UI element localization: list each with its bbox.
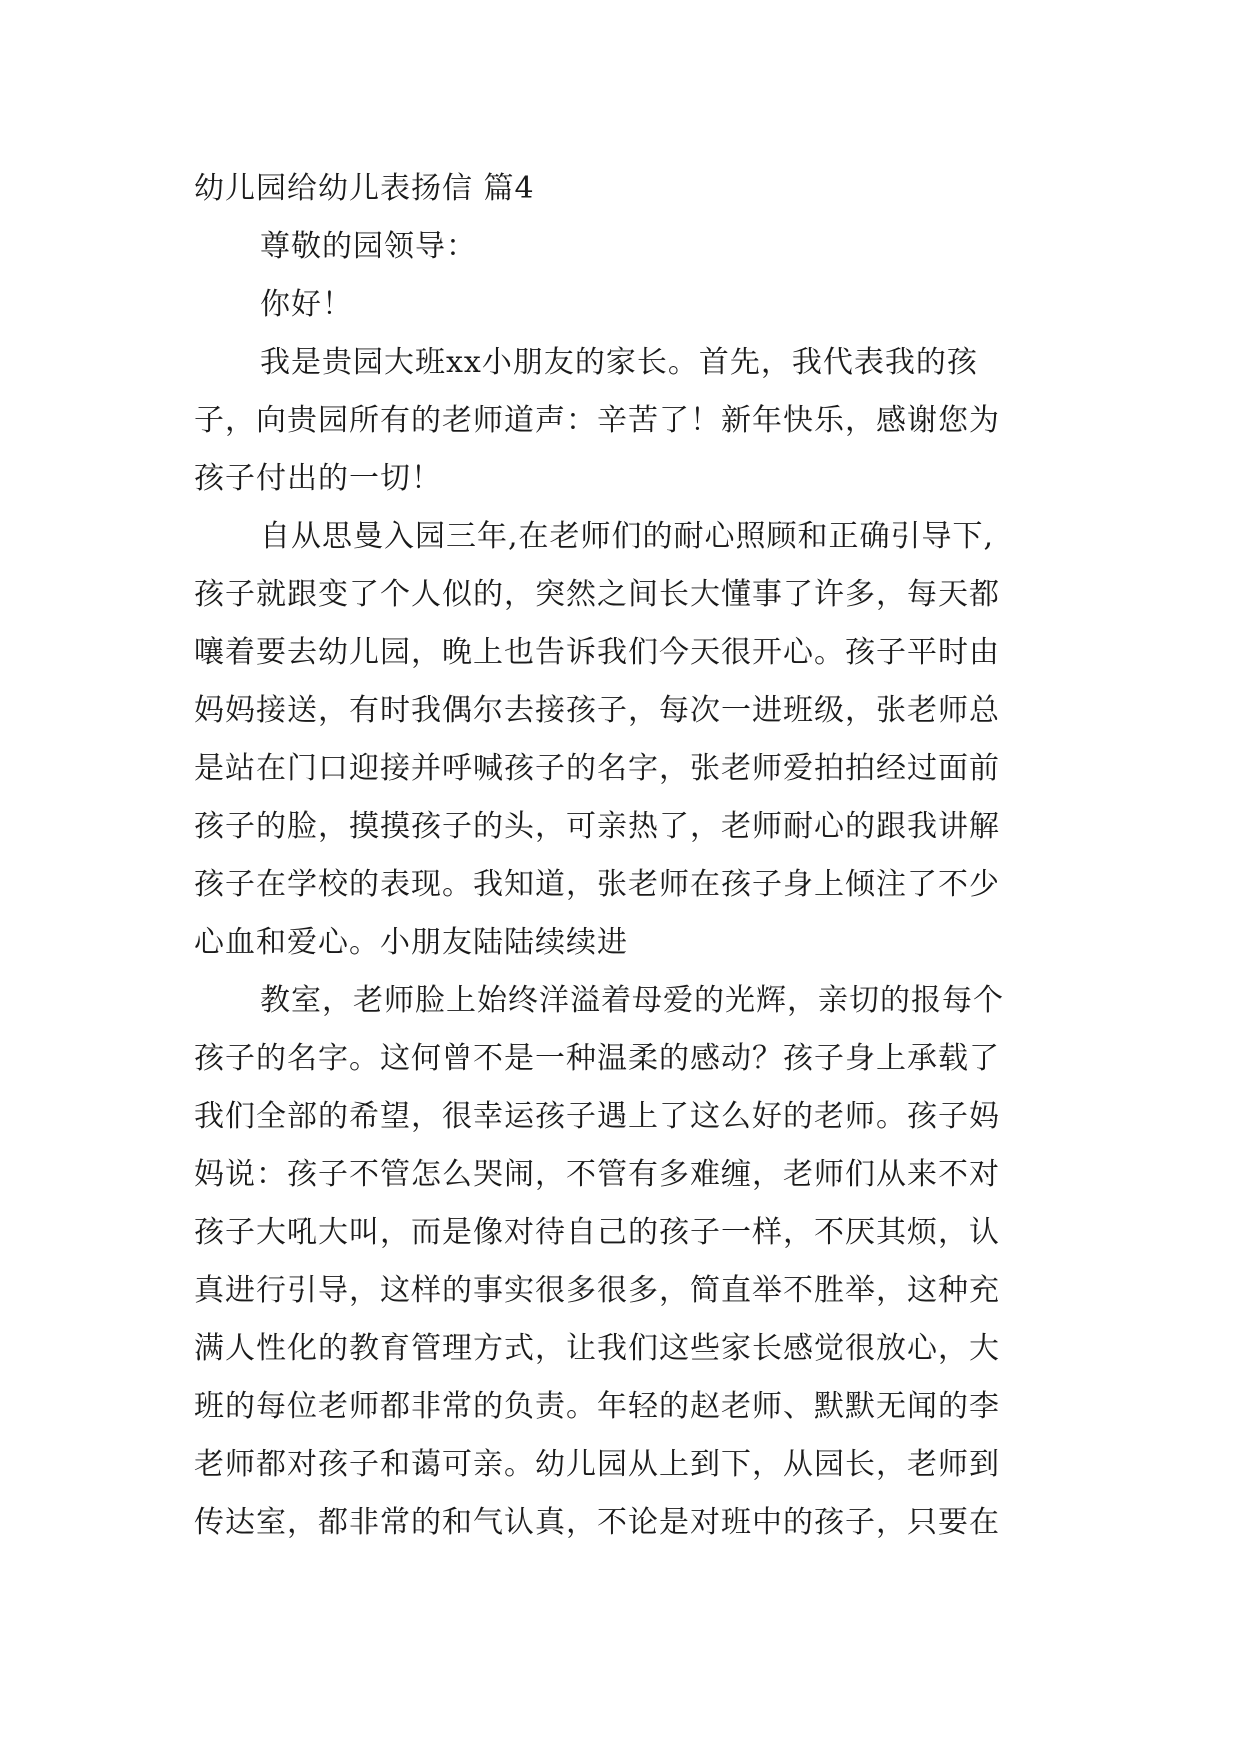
paragraph-3-line: 班的每位老师都非常的负责。年轻的赵老师、默默无闻的李 [194,1389,1000,1424]
paragraph-3-line: 我们全部的希望，很幸运孩子遇上了这么好的老师。孩子妈 [194,1099,1000,1134]
paragraph-3-line: 满人性化的教育管理方式，让我们这些家长感觉很放心，大 [194,1331,1000,1366]
letter-greeting: 你好！ [260,287,353,322]
paragraph-3-line: 孩子的名字。这何曾不是一种温柔的感动？孩子身上承载了 [194,1041,1000,1076]
letter-title: 幼儿园给幼儿表扬信 篇4 [194,171,535,206]
paragraph-3-line: 传达室，都非常的和气认真，不论是对班中的孩子，只要在 [194,1505,1000,1540]
paragraph-2-line: 孩子就跟变了个人似的，突然之间长大懂事了许多，每天都 [194,577,1000,612]
paragraph-3-line: 老师都对孩子和蔼可亲。幼儿园从上到下，从园长，老师到 [194,1447,1000,1482]
paragraph-1-line: 我是贵园大班xx小朋友的家长。首先，我代表我的孩 [260,345,978,380]
letter-body [194,160,1054,1552]
paragraph-3-line: 真进行引导，这样的事实很多很多，简直举不胜举，这种充 [194,1273,1000,1308]
paragraph-2-line: 心血和爱心。小朋友陆陆续续进 [194,925,628,960]
paragraph-2-line: 孩子的脸，摸摸孩子的头，可亲热了，老师耐心的跟我讲解 [194,809,1000,844]
paragraph-2-line: 妈妈接送，有时我偶尔去接孩子，每次一进班级，张老师总 [194,693,1000,728]
paragraph-3-line: 妈说：孩子不管怎么哭闹，不管有多难缠，老师们从来不对 [194,1157,1000,1192]
paragraph-1-line: 子，向贵园所有的老师道声：辛苦了！新年快乐，感谢您为 [194,403,1000,438]
paragraph-1-line: 孩子付出的一切！ [194,461,442,496]
paragraph-2-line: 孩子在学校的表现。我知道，张老师在孩子身上倾注了不少 [194,867,1000,902]
paragraph-2-line: 是站在门口迎接并呼喊孩子的名字，张老师爱拍拍经过面前 [194,751,1000,786]
paragraph-2-line: 自从思曼入园三年,在老师们的耐心照顾和正确引导下, [260,519,995,554]
paragraph-2-line: 嚷着要去幼儿园，晚上也告诉我们今天很开心。孩子平时由 [194,635,1000,670]
paragraph-3-line: 教室，老师脸上始终洋溢着母爱的光辉，亲切的报每个 [260,983,1004,1018]
letter-salutation: 尊敬的园领导： [260,229,477,264]
paragraph-3-line: 孩子大吼大叫，而是像对待自己的孩子一样，不厌其烦，认 [194,1215,1000,1250]
